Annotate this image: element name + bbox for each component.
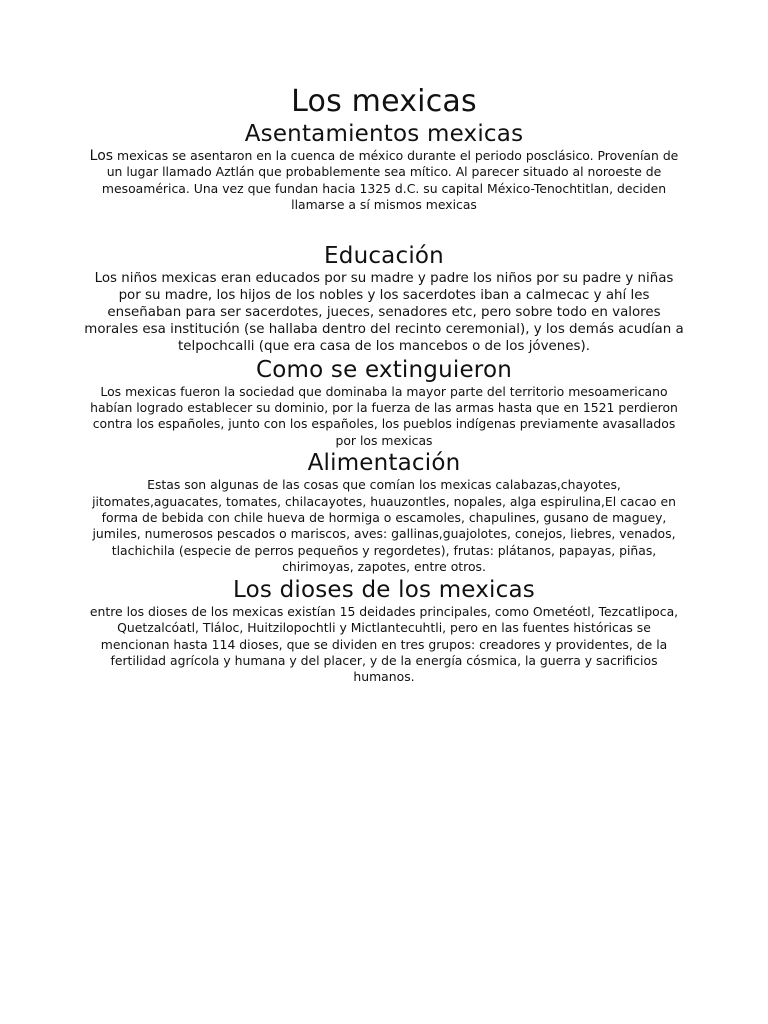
document-content: [84, 0, 684, 686]
section-heading: Como se extinguieron: [255, 356, 513, 383]
section-alimentacion: [84, 449, 684, 575]
spacer: [84, 214, 684, 238]
section-heading: Educación: [324, 242, 444, 269]
section-body-text: mexicas se asentaron en la cuenca de méxico durante el periodo posclásico. Provenían de un lugar llamado Aztlán que probablemente sea mítico. Al parecer situado al noroeste de mesoamérica. Una vez que fundan hacia 1325 d.C. su capital México-Tenochtitlan, deciden llamarse a sí mismos mexicas: [101, 148, 679, 213]
section-educacion: [84, 242, 684, 356]
section-heading: Alimentación: [307, 450, 461, 477]
section-lead-word: Los: [89, 148, 114, 164]
section-body: entre los dioses de los mexicas existían 15 deidades principales, como Ometéotl, Tezcatlipoca, Quetzalcóatl, Tláloc, Huitzilopochtli y Mictlantecuhtli, pero en las fuentes históricas se mencionan hasta 114 dioses, que se dividen en tres grupos: creadores y providentes, de la fertilidad agrícola y humana y del placer, y de la energía cósmica, la guerra y sacrificios humanos.: [89, 603, 679, 685]
section-heading: Asentamientos mexicas: [244, 121, 524, 147]
section-body: Los niños mexicas eran educados por su madre y padre los niños por su padre y niñas por su madre, los hijos de los nobles y los sacerdotes iban a calmecac y ahí les enseñaban para ser sacerdotes, jueces, senadores etc, pero sobre todo en valores morales esa institución (se hallaba dentro del recinto ceremonial), y los demás acudían a telpochcalli (que era casa de los mancebos o de los jóvenes).: [84, 270, 684, 355]
section-dioses: [84, 576, 684, 686]
section-body: Estas son algunas de las cosas que comían los mexicas calabazas,chayotes, jitomates,aguacates, tomates, chilacayotes, huauzontles, nopales, alga espirulina,El cacao en forma de bebida con chile hueva de hormiga o escamoles, chapulines, gusano de maguey, jumiles, numerosos pescados o mariscos, aves: gallinas,guajolotes, conejos, liebres, venados, tlachichila (especie de perros pequeños y regordetes), frutas: plátanos, papayas, piñas, chirimoyas, zapotes, entre otros.: [92, 477, 676, 575]
section-asentamientos: [84, 120, 684, 214]
section-heading: Los dioses de los mexicas: [233, 576, 535, 603]
document-title: Los mexicas: [291, 84, 477, 119]
section-extincion: [84, 356, 684, 450]
section-body: [84, 148, 684, 214]
section-body: Los mexicas fueron la sociedad que dominaba la mayor parte del territorio mesoamericano habían logrado establecer su dominio, por la fuerza de las armas hasta que en 1521 perdieron contra los españoles, junto con los españoles, los pueblos indígenas previamente avasallados por los mexicas: [90, 383, 678, 448]
